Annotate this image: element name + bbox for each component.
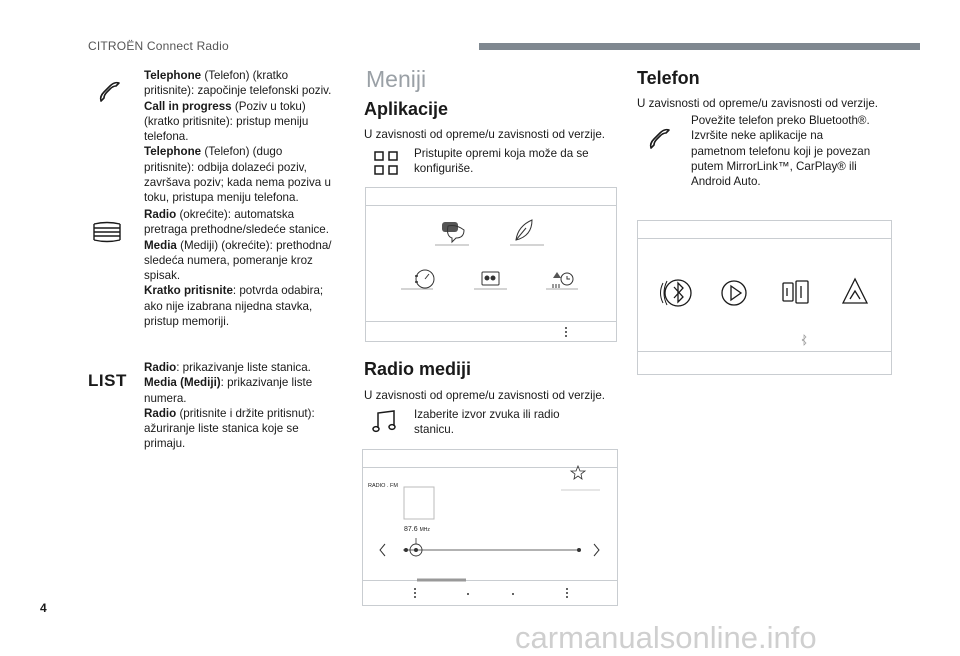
menus-title: Meniji	[366, 66, 427, 92]
text-line	[144, 68, 331, 83]
line-text: numera.	[144, 391, 187, 405]
bold-term: Radio	[144, 208, 177, 221]
apps-tile-icons	[401, 220, 578, 289]
line-text: pritisnite): započinje telefonski poziv.	[144, 84, 332, 98]
radio-screen	[362, 449, 618, 606]
line-text: (Mediji) (okrećite): prethodna/	[176, 238, 332, 252]
line-text: (Poziv u toku)	[231, 99, 306, 113]
text-line	[144, 314, 332, 329]
phone-controls-text	[144, 68, 331, 206]
phone-desc: Povežite telefon preko Bluetooth®. Izvršite neke aplikacije na pametnom telefonu koji je povezan putem MirrorLink™, CarPlay® ili Android Auto.	[691, 114, 871, 189]
text-line	[144, 222, 332, 237]
text-line	[144, 299, 332, 314]
dial-wheel-icon	[92, 221, 122, 243]
carplay-icon	[722, 281, 746, 305]
text-line	[144, 83, 331, 98]
line-text: sledeća numera, pomeranje kroz	[144, 253, 313, 267]
line-text: ako nije izabrana nijedna stavka,	[144, 299, 313, 313]
line-text: ažuriranje liste stanica koje se	[144, 422, 299, 436]
line-text: : prikazivanje liste	[220, 376, 313, 390]
text-line	[144, 436, 315, 451]
line-text: pretraga prethodne/sledeće stanice.	[144, 223, 329, 237]
text-line	[144, 391, 315, 406]
text-line	[144, 175, 331, 190]
line-text: telefona.	[144, 130, 189, 144]
bold-term: Radio	[144, 406, 177, 420]
text-line	[144, 268, 332, 283]
watermark: carmanualsonline.info	[515, 620, 817, 655]
line-text: (Telefon) (kratko	[201, 69, 289, 82]
text-line	[144, 160, 331, 175]
text-line	[144, 207, 332, 222]
radio-media-title: Radio mediji	[364, 359, 472, 379]
text-line	[144, 129, 331, 144]
text-line	[144, 421, 315, 436]
radio-frequency: 87.6 MHz	[404, 526, 430, 533]
bold-term: Telephone	[144, 69, 202, 82]
bold-term: Call in progress	[144, 99, 232, 113]
line-text: primaju.	[144, 437, 186, 451]
bold-term: Media (Mediji)	[144, 376, 221, 390]
line-text: toku, pristupa meniju telefona.	[144, 191, 299, 205]
previous-chevron-icon	[380, 544, 385, 556]
line-text: završava poziv; kada nema poziva u	[144, 176, 331, 190]
phone-intro: U zavisnosti od opreme/u zavisnosti od verzije.	[637, 97, 879, 110]
line-text: : prikazivanje liste stanica.	[176, 361, 311, 374]
page-number: 4	[40, 601, 47, 615]
phone-handset-icon	[646, 125, 672, 151]
bold-term: Radio	[144, 361, 177, 374]
bluetooth-icon	[661, 280, 692, 306]
line-text: (pritisnite i držite pritisnut):	[176, 406, 315, 420]
applications-title: Aplikacije	[364, 99, 449, 119]
line-text: (Telefon) (dugo	[201, 145, 283, 159]
header-title: CITROËN Connect Radio	[88, 39, 229, 53]
favorite-star-icon	[571, 466, 585, 479]
mirrorlink-icon	[783, 281, 808, 303]
radio-media-intro: U zavisnosti od opreme/u zavisnosti od verzije.	[364, 389, 606, 402]
text-line	[144, 238, 332, 253]
music-note-icon	[372, 408, 400, 434]
header-bar	[479, 43, 920, 50]
line-text: pritisnite): odbija dolazeći poziv,	[144, 160, 307, 174]
list-label: LIST	[88, 371, 127, 390]
radio-media-desc: Izaberite izvor zvuka ili radio stanicu.	[414, 408, 560, 437]
bold-term: Telephone	[144, 145, 202, 159]
line-text: : potvrda odabira;	[232, 284, 324, 298]
radio-media-controls-text	[144, 207, 332, 329]
grid-apps-icon	[373, 150, 399, 176]
phone-screen	[637, 220, 892, 375]
applications-desc: Pristupite opremi koja može da se konfiguriše.	[414, 147, 589, 176]
bluetooth-status-icon	[802, 335, 806, 345]
phone-icon	[96, 78, 122, 104]
text-line	[144, 190, 331, 205]
phone-title: Telefon	[637, 68, 700, 88]
text-line	[144, 99, 331, 114]
bold-term: Media	[144, 238, 177, 252]
text-line	[144, 114, 331, 129]
next-chevron-icon	[594, 544, 599, 556]
line-text: spisak.	[144, 269, 181, 283]
text-line	[144, 406, 315, 421]
text-line	[144, 360, 315, 375]
line-text: (okrećite): automatska	[176, 208, 295, 221]
radio-band-label: RADIO . FM	[368, 483, 398, 489]
line-text: (kratko pritisnite): pristup meniju	[144, 114, 309, 128]
text-line	[144, 253, 332, 268]
applications-intro: U zavisnosti od opreme/u zavisnosti od verzije.	[364, 128, 606, 141]
text-line	[144, 144, 331, 159]
bold-term: Kratko pritisnite	[144, 284, 233, 298]
list-controls-text	[144, 360, 315, 452]
text-line	[144, 375, 315, 390]
android-auto-icon	[843, 279, 867, 303]
line-text: pristup memoriji.	[144, 315, 230, 329]
applications-screen	[365, 187, 617, 342]
text-line	[144, 283, 332, 298]
